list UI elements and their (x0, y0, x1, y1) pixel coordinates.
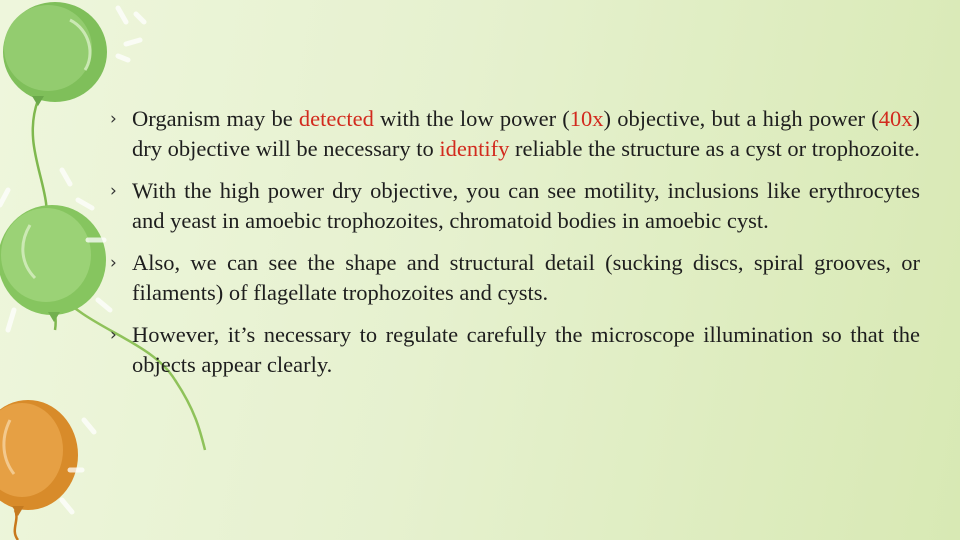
bullet-text: ) dry objective will be necessary to (132, 106, 920, 161)
bullet-text: ) objective, but a high power ( (603, 106, 879, 131)
bullet-flagellate-details (110, 248, 920, 308)
highlight-40x: 40x (878, 106, 913, 131)
bullet-text: with the low power ( (373, 106, 570, 131)
bullet-text: However, it’s necessary to regulate carefully the microscope illumination so that the objects appear clearly. (132, 322, 920, 377)
bullet-high-power-observations (110, 176, 920, 236)
highlight-identify: identify (439, 136, 510, 161)
bullet-text: With the high power dry objective, you can see motility, inclusions like erythrocytes and yeast in amoebic trophozoites, chromatoid bodies in amoebic cyst. (132, 178, 920, 233)
slide-content (110, 104, 920, 392)
highlight-10x: 10x (569, 106, 604, 131)
bullet-marker: › (110, 325, 117, 345)
bullet-text: reliable the structure as a cyst or trophozoite. (509, 136, 920, 161)
bullet-illumination (110, 320, 920, 380)
bullet-marker: › (110, 253, 117, 273)
highlight-detected: detected (298, 106, 374, 131)
bullet-marker: › (110, 109, 117, 129)
bullet-objective-power (110, 104, 920, 164)
bullet-text: Organism may be (132, 106, 299, 131)
bullet-text: Also, we can see the shape and structural detail (sucking discs, spiral grooves, or filaments) of flagellate trophozoites and cysts. (132, 250, 920, 305)
bullet-marker: › (110, 181, 117, 201)
